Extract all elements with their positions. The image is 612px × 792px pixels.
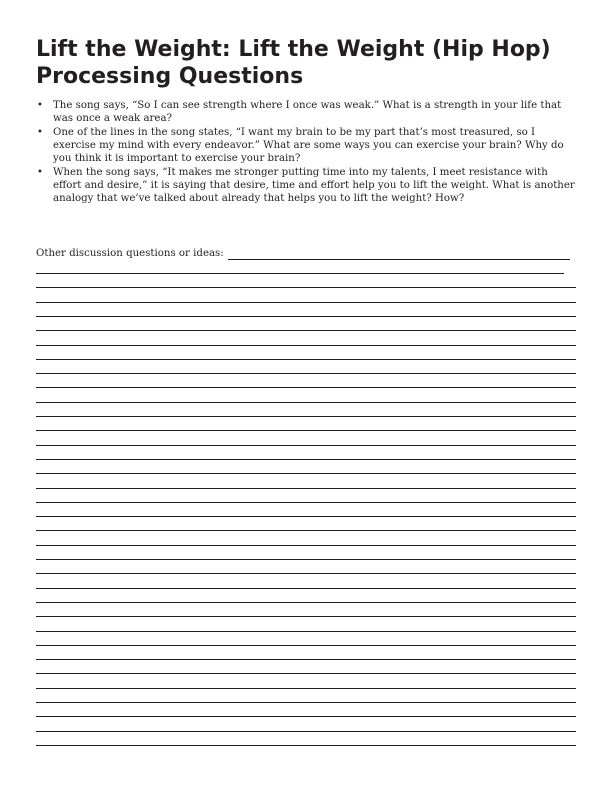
writing-line[interactable] bbox=[36, 731, 576, 732]
writing-line[interactable] bbox=[36, 316, 576, 317]
writing-line[interactable] bbox=[36, 459, 576, 460]
page-title: Lift the Weight: Lift the Weight (Hip Hop) Processing Questions bbox=[36, 37, 551, 89]
writing-line[interactable] bbox=[36, 473, 576, 474]
other-discussion-label: Other discussion questions or ideas: bbox=[36, 248, 224, 259]
writing-line[interactable] bbox=[36, 602, 576, 603]
question-item: • The song says, “So I can see strength where I once was weak.” What is a strength in your life that was once a weak area? bbox=[36, 99, 576, 125]
writing-line[interactable] bbox=[36, 502, 576, 503]
writing-line[interactable] bbox=[36, 345, 576, 346]
writing-line[interactable] bbox=[36, 373, 576, 374]
writing-line[interactable] bbox=[36, 645, 576, 646]
writing-line[interactable] bbox=[36, 359, 576, 360]
writing-line[interactable] bbox=[36, 387, 576, 388]
writing-line[interactable] bbox=[36, 516, 576, 517]
writing-line[interactable] bbox=[36, 702, 576, 703]
writing-line[interactable] bbox=[36, 631, 576, 632]
writing-line[interactable] bbox=[36, 416, 576, 417]
writing-line[interactable] bbox=[36, 430, 576, 431]
writing-line[interactable] bbox=[36, 559, 576, 560]
writing-line[interactable] bbox=[36, 716, 576, 717]
writing-line[interactable] bbox=[36, 573, 576, 574]
question-item: • When the song says, “It makes me stronger putting time into my talents, I meet resistance with effort and desire,” it is saying that desire, time and effort help you to lift the weight. What is another analogy that we’ve talked about already that helps you to lift the weight? How? bbox=[36, 166, 576, 205]
question-item: • One of the lines in the song states, “I want my brain to be my part that’s most treasured, so I exercise my mind with every endeavor.” What are some ways you can exercise your brain? Why do you think it is important to exercise your brain? bbox=[36, 126, 576, 165]
writing-line[interactable] bbox=[36, 659, 576, 660]
writing-line[interactable] bbox=[36, 745, 576, 746]
writing-line[interactable] bbox=[36, 545, 576, 546]
writing-line[interactable] bbox=[36, 673, 576, 674]
other-discussion-field bbox=[36, 247, 576, 260]
writing-line[interactable] bbox=[36, 445, 576, 446]
writing-line[interactable] bbox=[36, 588, 576, 589]
writing-line[interactable] bbox=[36, 402, 576, 403]
writing-line[interactable] bbox=[36, 616, 576, 617]
question-list bbox=[36, 99, 576, 206]
writing-line[interactable] bbox=[36, 688, 576, 689]
writing-line[interactable] bbox=[36, 330, 576, 331]
writing-line[interactable] bbox=[36, 530, 576, 531]
writing-line[interactable] bbox=[36, 273, 564, 274]
writing-line[interactable] bbox=[36, 302, 576, 303]
writing-line[interactable] bbox=[36, 287, 576, 288]
other-discussion-blank[interactable] bbox=[228, 249, 570, 260]
writing-line[interactable] bbox=[36, 488, 576, 489]
